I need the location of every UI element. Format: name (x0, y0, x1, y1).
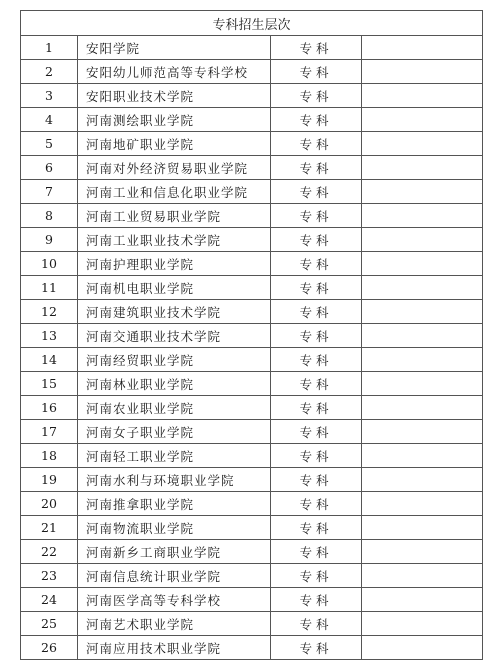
enrollment-level: 专科 (271, 36, 362, 60)
row-number: 20 (21, 492, 78, 516)
empty-cell (362, 252, 483, 276)
enrollment-level: 专科 (271, 444, 362, 468)
empty-cell (362, 324, 483, 348)
enrollment-level: 专科 (271, 132, 362, 156)
enrollment-level: 专科 (271, 348, 362, 372)
empty-cell (362, 36, 483, 60)
row-number: 18 (21, 444, 78, 468)
enrollment-level: 专科 (271, 324, 362, 348)
school-name: 河南经贸职业学院 (78, 348, 271, 372)
row-number: 1 (21, 36, 78, 60)
empty-cell (362, 300, 483, 324)
table-row (21, 492, 483, 516)
enrollment-level: 专科 (271, 636, 362, 660)
school-name: 河南对外经济贸易职业学院 (78, 156, 271, 180)
table-row (21, 108, 483, 132)
enrollment-level: 专科 (271, 228, 362, 252)
school-name: 河南女子职业学院 (78, 420, 271, 444)
table-row (21, 468, 483, 492)
row-number: 10 (21, 252, 78, 276)
empty-cell (362, 372, 483, 396)
table-row (21, 564, 483, 588)
table-row (21, 636, 483, 660)
row-number: 6 (21, 156, 78, 180)
empty-cell (362, 156, 483, 180)
school-name: 河南新乡工商职业学院 (78, 540, 271, 564)
enrollment-level: 专科 (271, 588, 362, 612)
enrollment-level: 专科 (271, 60, 362, 84)
enrollment-level: 专科 (271, 204, 362, 228)
table-body (21, 36, 483, 660)
empty-cell (362, 396, 483, 420)
school-name: 河南艺术职业学院 (78, 612, 271, 636)
row-number: 24 (21, 588, 78, 612)
school-name: 河南机电职业学院 (78, 276, 271, 300)
empty-cell (362, 540, 483, 564)
row-number: 14 (21, 348, 78, 372)
table-row (21, 396, 483, 420)
table-row (21, 324, 483, 348)
school-name: 河南推拿职业学院 (78, 492, 271, 516)
enrollment-level: 专科 (271, 180, 362, 204)
empty-cell (362, 204, 483, 228)
table-row (21, 228, 483, 252)
empty-cell (362, 564, 483, 588)
row-number: 12 (21, 300, 78, 324)
table-row (21, 84, 483, 108)
enrollment-level: 专科 (271, 612, 362, 636)
empty-cell (362, 228, 483, 252)
row-number: 7 (21, 180, 78, 204)
school-name: 河南医学高等专科学校 (78, 588, 271, 612)
school-name: 河南水利与环境职业学院 (78, 468, 271, 492)
school-name: 河南护理职业学院 (78, 252, 271, 276)
row-number: 21 (21, 516, 78, 540)
enrollment-level: 专科 (271, 468, 362, 492)
table-row (21, 60, 483, 84)
row-number: 2 (21, 60, 78, 84)
school-name: 河南农业职业学院 (78, 396, 271, 420)
school-name: 河南工业贸易职业学院 (78, 204, 271, 228)
table-row (21, 276, 483, 300)
row-number: 22 (21, 540, 78, 564)
school-name: 河南工业和信息化职业学院 (78, 180, 271, 204)
school-table (20, 10, 483, 660)
school-name: 安阳幼儿师范高等专科学校 (78, 60, 271, 84)
empty-cell (362, 468, 483, 492)
enrollment-level: 专科 (271, 396, 362, 420)
enrollment-level: 专科 (271, 492, 362, 516)
school-name: 安阳职业技术学院 (78, 84, 271, 108)
row-number: 4 (21, 108, 78, 132)
table-header: 专科招生层次 (21, 11, 483, 36)
empty-cell (362, 180, 483, 204)
row-number: 15 (21, 372, 78, 396)
row-number: 25 (21, 612, 78, 636)
school-name: 河南交通职业技术学院 (78, 324, 271, 348)
empty-cell (362, 636, 483, 660)
table-row (21, 36, 483, 60)
row-number: 9 (21, 228, 78, 252)
empty-cell (362, 492, 483, 516)
row-number: 8 (21, 204, 78, 228)
enrollment-level: 专科 (271, 252, 362, 276)
school-name: 河南轻工职业学院 (78, 444, 271, 468)
enrollment-level: 专科 (271, 156, 362, 180)
enrollment-level: 专科 (271, 108, 362, 132)
table-row (21, 348, 483, 372)
table-row (21, 300, 483, 324)
row-number: 19 (21, 468, 78, 492)
table-row (21, 516, 483, 540)
empty-cell (362, 348, 483, 372)
school-name: 河南应用技术职业学院 (78, 636, 271, 660)
row-number: 17 (21, 420, 78, 444)
empty-cell (362, 612, 483, 636)
row-number: 3 (21, 84, 78, 108)
table-row (21, 156, 483, 180)
row-number: 26 (21, 636, 78, 660)
row-number: 11 (21, 276, 78, 300)
school-name: 河南林业职业学院 (78, 372, 271, 396)
enrollment-level: 专科 (271, 372, 362, 396)
empty-cell (362, 588, 483, 612)
empty-cell (362, 444, 483, 468)
empty-cell (362, 60, 483, 84)
table-row (21, 420, 483, 444)
table-row (21, 204, 483, 228)
empty-cell (362, 84, 483, 108)
row-number: 5 (21, 132, 78, 156)
school-name: 河南建筑职业技术学院 (78, 300, 271, 324)
enrollment-level: 专科 (271, 564, 362, 588)
table-row (21, 444, 483, 468)
empty-cell (362, 420, 483, 444)
enrollment-level: 专科 (271, 300, 362, 324)
school-name: 河南物流职业学院 (78, 516, 271, 540)
table-row (21, 588, 483, 612)
row-number: 23 (21, 564, 78, 588)
empty-cell (362, 516, 483, 540)
header-row (21, 11, 483, 36)
table-row (21, 252, 483, 276)
table-row (21, 612, 483, 636)
enrollment-level: 专科 (271, 276, 362, 300)
enrollment-level: 专科 (271, 540, 362, 564)
row-number: 16 (21, 396, 78, 420)
school-name: 河南测绘职业学院 (78, 108, 271, 132)
row-number: 13 (21, 324, 78, 348)
school-name: 安阳学院 (78, 36, 271, 60)
empty-cell (362, 108, 483, 132)
school-name: 河南信息统计职业学院 (78, 564, 271, 588)
table-row (21, 372, 483, 396)
empty-cell (362, 276, 483, 300)
table-row (21, 540, 483, 564)
enrollment-level: 专科 (271, 84, 362, 108)
school-name: 河南工业职业技术学院 (78, 228, 271, 252)
empty-cell (362, 132, 483, 156)
school-name: 河南地矿职业学院 (78, 132, 271, 156)
enrollment-level: 专科 (271, 420, 362, 444)
enrollment-level: 专科 (271, 516, 362, 540)
table-row (21, 180, 483, 204)
table-row (21, 132, 483, 156)
